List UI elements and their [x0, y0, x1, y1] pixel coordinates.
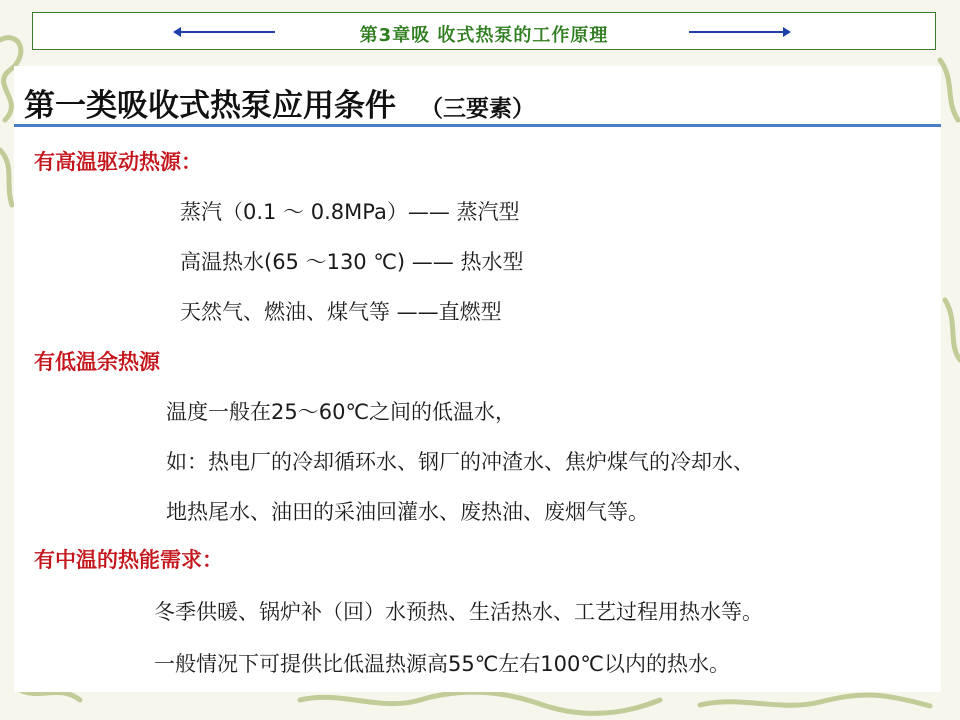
- list-item: 如：热电厂的冷却循环水、钢厂的冲渣水、焦炉煤气的冷却水、: [166, 450, 754, 474]
- list-item: 天然气、燃油、煤气等 ——直燃型: [180, 300, 502, 324]
- list-item: 高温热水(65 ～130 ℃) —— 热水型: [180, 250, 524, 274]
- list-item: 地热尾水、油田的采油回灌水、废热油、废烟气等。: [166, 500, 649, 524]
- list-item: 一般情况下可提供比低温热源高55℃左右100℃以内的热水。: [154, 652, 730, 676]
- slide-title-main: 第一类吸收式热泵应用条件: [24, 88, 396, 124]
- title-divider: [14, 124, 941, 127]
- list-item: 冬季供暖、锅炉补（回）水预热、生活热水、工艺过程用热水等。: [154, 600, 763, 624]
- right-arrow-icon: [689, 31, 785, 33]
- list-item: 温度一般在25～60℃之间的低温水，: [166, 400, 517, 424]
- section-heading-low-temp-waste-heat: 有低温余热源: [34, 350, 160, 374]
- slide-content: [14, 66, 941, 692]
- section-heading-mid-temp-demand: 有中温的热能需求：: [34, 548, 223, 572]
- chapter-header: [32, 12, 936, 50]
- section-heading-high-temp-source: 有高温驱动热源：: [34, 150, 202, 174]
- chapter-title: 第3章吸 收式热泵的工作原理: [359, 25, 609, 46]
- slide-title-sub: （三要素）: [420, 96, 535, 122]
- slide-title: [24, 80, 535, 125]
- list-item: 蒸汽（0.1 ～ 0.8MPa）—— 蒸汽型: [180, 200, 520, 224]
